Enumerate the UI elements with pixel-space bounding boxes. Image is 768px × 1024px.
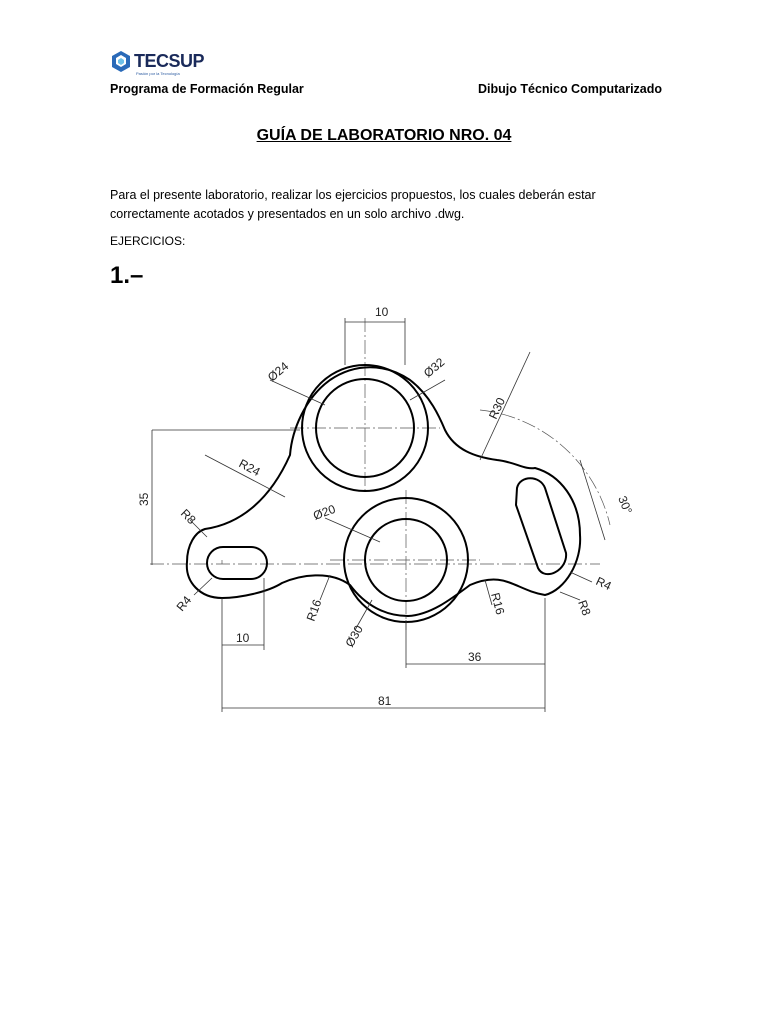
- dim-r8-left: R8: [177, 506, 199, 527]
- dimension-lines: [152, 318, 605, 712]
- logo-tagline: Pasión por la Tecnología: [136, 71, 180, 76]
- dim-d20: Ø20: [311, 501, 338, 523]
- dim-r30: R30: [486, 395, 509, 422]
- intro-paragraph: Para el presente laboratorio, realizar los ejercicios propuestos, los cuales deberán estar correctamente acotados y presentados en un solo archivo .dwg.: [110, 188, 596, 221]
- dim-r4-right: R4: [593, 574, 614, 594]
- dim-35: 35: [137, 492, 151, 506]
- exercise-number: 1.–: [110, 262, 144, 289]
- course-name: Dibujo Técnico Computarizado: [478, 82, 663, 96]
- dim-r4-left: R4: [173, 593, 195, 614]
- dim-r16-right: R16: [488, 591, 508, 617]
- dim-36: 36: [468, 650, 482, 664]
- program-name: Programa de Formación Regular: [110, 82, 304, 96]
- page-title: GUÍA DE LABORATORIO NRO. 04: [256, 127, 512, 144]
- dim-d30: Ø30: [342, 622, 366, 650]
- dim-r24: R24: [236, 456, 263, 479]
- dim-10-bottom: 10: [236, 631, 250, 645]
- dim-d24: Ø24: [264, 358, 292, 385]
- dim-30-deg: 30°: [615, 493, 636, 516]
- dim-d32: Ø32: [420, 354, 448, 381]
- part-outline: [187, 365, 580, 622]
- dim-r8-right: R8: [575, 598, 594, 618]
- dim-10-top: 10: [375, 305, 389, 319]
- dim-81: 81: [378, 694, 392, 708]
- dim-r16-left: R16: [303, 597, 325, 624]
- logo-text: TECSUP: [134, 51, 205, 71]
- exercises-label: EJERCICIOS:: [110, 234, 186, 248]
